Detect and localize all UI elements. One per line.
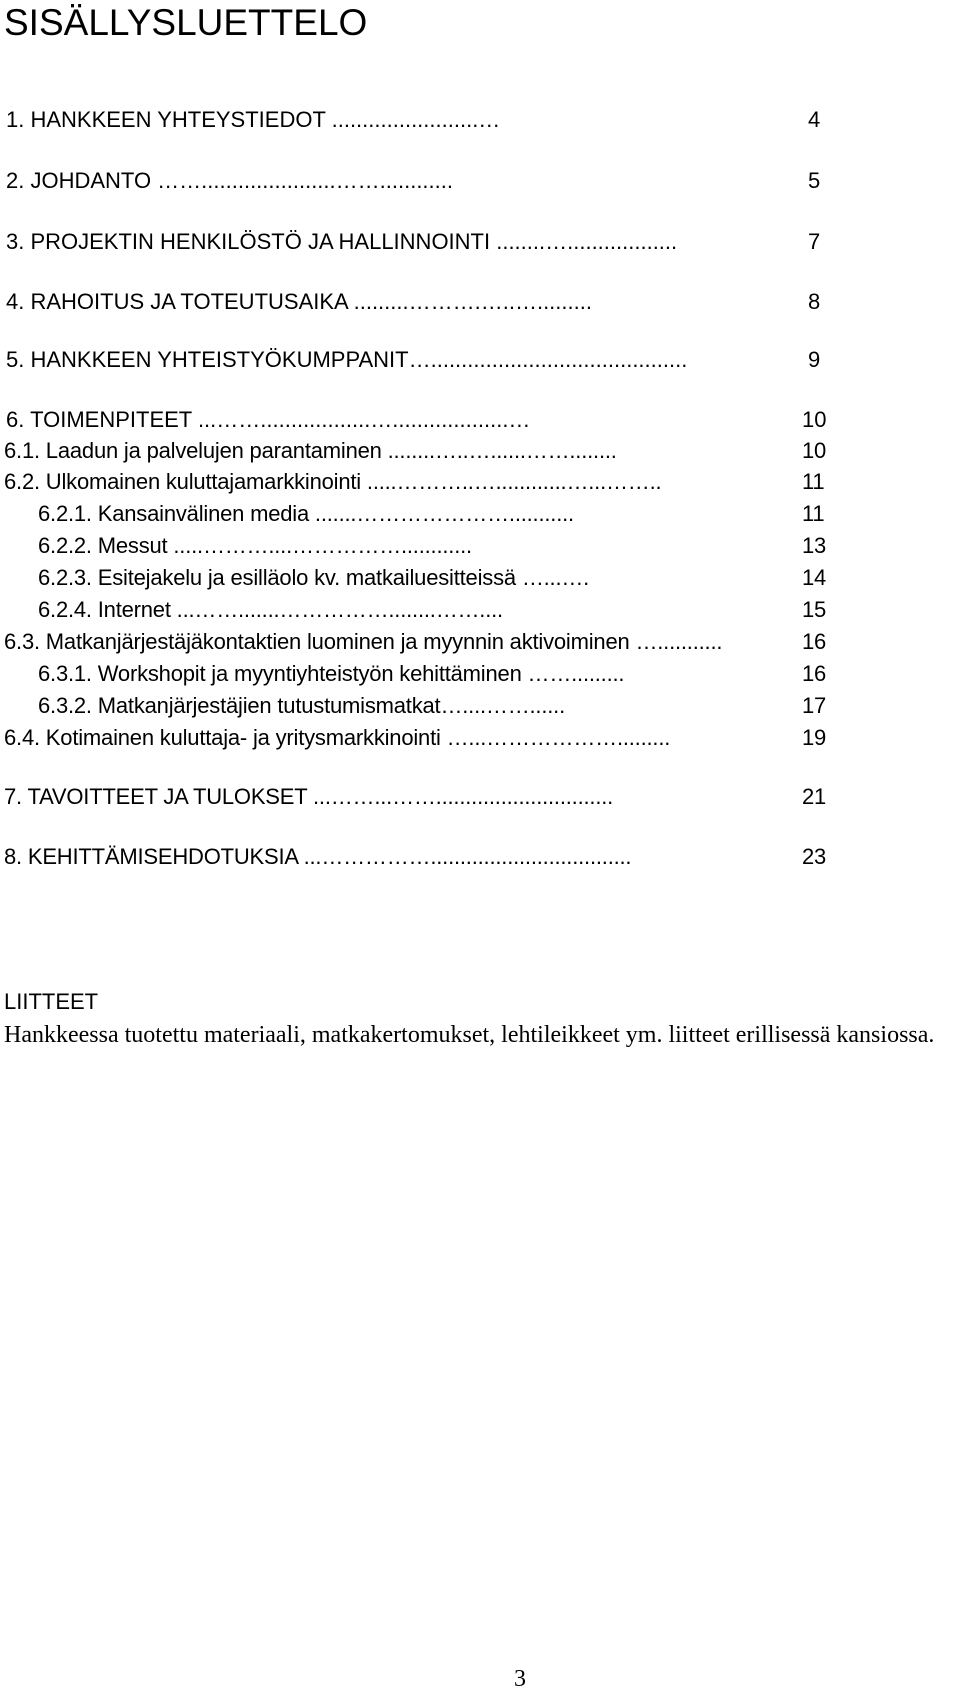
toc-entry-page: 11 [802,469,825,494]
toc-entry [4,843,827,871]
toc-entry-page: 7 [808,229,821,254]
toc-entry [4,628,827,656]
toc-entry-text: 6.3.2. Matkanjärjestäjien tutustumismatkat…....……...... [38,693,565,718]
toc-entry-page: 5 [808,168,821,193]
appendix-text: Hankkeessa tuotettu materiaali, matkakertomukset, lehtileikkeet ym. liitteet erillisessä kansiossa. [4,1022,935,1048]
toc-entry-text: 6.2.1. Kansainvälinen media .......…………………........... [38,501,574,526]
page-number: 3 [514,1666,526,1692]
toc-entry-page: 9 [808,347,821,372]
toc-entry [38,660,827,688]
toc-entry-page: 11 [802,501,825,526]
toc-entry [6,288,821,316]
toc-entry-page: 23 [802,844,827,869]
toc-entry [38,596,827,624]
toc-entry [6,167,821,195]
toc-entry [38,500,825,528]
toc-entry-page: 15 [802,597,827,622]
toc-title: SISÄLLYSLUETTELO [4,2,368,43]
toc-entry-text: 6.2.3. Esitejakelu ja esilläolo kv. matkailuesitteissä …...…. [38,565,590,590]
toc-entry-page: 4 [808,107,821,132]
toc-entry-page: 21 [802,784,827,809]
toc-entry-text: 6.2.2. Messut .....………....……………............ [38,533,472,558]
toc-entry [38,564,827,592]
toc-entry-page: 10 [802,407,827,432]
toc-entry-text: 6.1. Laadun ja palvelujen parantaminen ........…..…......……........ [4,438,617,463]
toc-entry [4,437,827,465]
toc-entry [6,346,821,374]
toc-entry [4,468,825,496]
toc-entry-page: 8 [808,289,821,314]
toc-entry-text: 6.2. Ulkomainen kuluttajamarkkinointi .....………..…............…...…….. [4,469,662,494]
toc-entry-text: 7. TAVOITTEET JA TULOKSET ...……...…….............................. [4,784,614,809]
toc-entry-text: 2. JOHDANTO ……......................……............ [6,168,453,193]
toc-entry-text: 6.2.4. Internet ...…….......……………........…….... [38,597,503,622]
toc-entry-page: 16 [802,629,827,654]
toc-entry-page: 16 [802,661,827,686]
toc-entry-page: 17 [802,693,827,718]
toc-entry-text: 6.3.1. Workshopit ja myyntiyhteistyön kehittäminen ……......... [38,661,625,686]
toc-entry-text: 5. HANKKEEN YHTEISTYÖKUMPPANIT….......................................... [6,347,688,372]
toc-entry [38,692,827,720]
toc-entry [4,783,827,811]
toc-entry-text: 6.3. Matkanjärjestäjäkontaktien luominen ja myynnin aktivoiminen …........... [4,629,723,654]
toc-entry [6,228,821,256]
toc-entry-text: 6. TOIMENPITEET ...……..................…...................… [6,407,531,432]
toc-entry [38,532,827,560]
toc-entry-page: 13 [802,533,827,558]
toc-entry-text: 3. PROJEKTIN HENKILÖSTÖ JA HALLINNOINTI ........….................. [6,229,678,254]
toc-entry-page: 14 [802,565,827,590]
appendix-heading: LIITTEET [4,989,99,1014]
toc-entry [6,406,827,434]
toc-entry-text: 8. KEHITTÄMISEHDOTUKSIA ...…………….................................. [4,844,632,869]
toc-entry-page: 10 [802,438,827,463]
toc-entry [6,106,821,134]
toc-entry-text: 1. HANKKEEN YHTEYSTIEDOT ........................… [6,107,501,132]
toc-entry-page: 19 [802,725,827,750]
toc-entry [4,724,827,752]
toc-entry-text: 4. RAHOITUS JA TOTEUTUSAIKA .........……….…..…......... [6,289,592,314]
toc-entry-text: 6.4. Kotimainen kuluttaja- ja yritysmarkkinointi …...………………......... [4,725,671,750]
